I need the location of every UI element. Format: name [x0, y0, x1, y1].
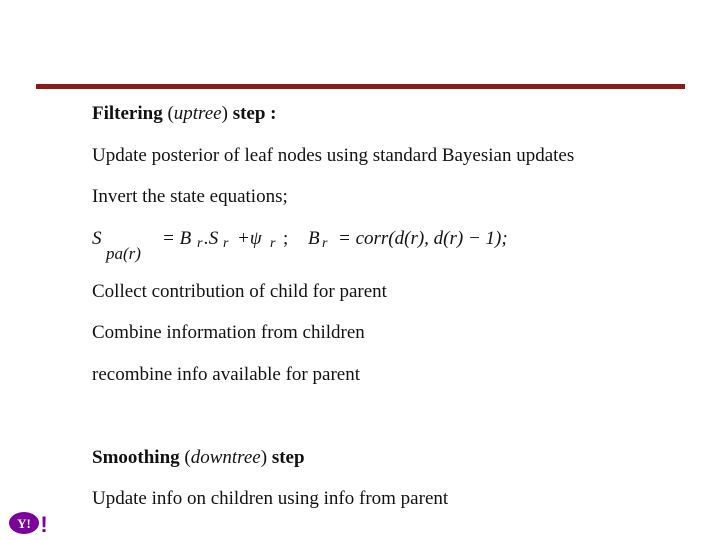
svg-text:Y!: Y!	[17, 516, 31, 531]
state-equation: S pa(r) = B r .S r +ψ r ; B r = corr(d(r), d(r) − 1);	[92, 228, 508, 263]
text-line-posterior: Update posterior of leaf nodes using standard Bayesian updates	[92, 145, 575, 166]
text-line-recombine: recombine info available for parent	[92, 364, 360, 385]
svg-text:!: !	[40, 512, 48, 536]
smoothing-heading: Smoothing (downtree) step	[92, 447, 305, 468]
text-line-update-children: Update info on children using info from parent	[92, 488, 449, 509]
text-line-combine: Combine information from children	[92, 322, 365, 343]
title-rule	[36, 84, 685, 89]
filtering-heading: Filtering (uptree) step :	[92, 103, 277, 124]
yahoo-logo-icon	[8, 510, 48, 536]
text-line-collect: Collect contribution of child for parent	[92, 281, 387, 302]
text-line-invert: Invert the state equations;	[92, 186, 288, 207]
